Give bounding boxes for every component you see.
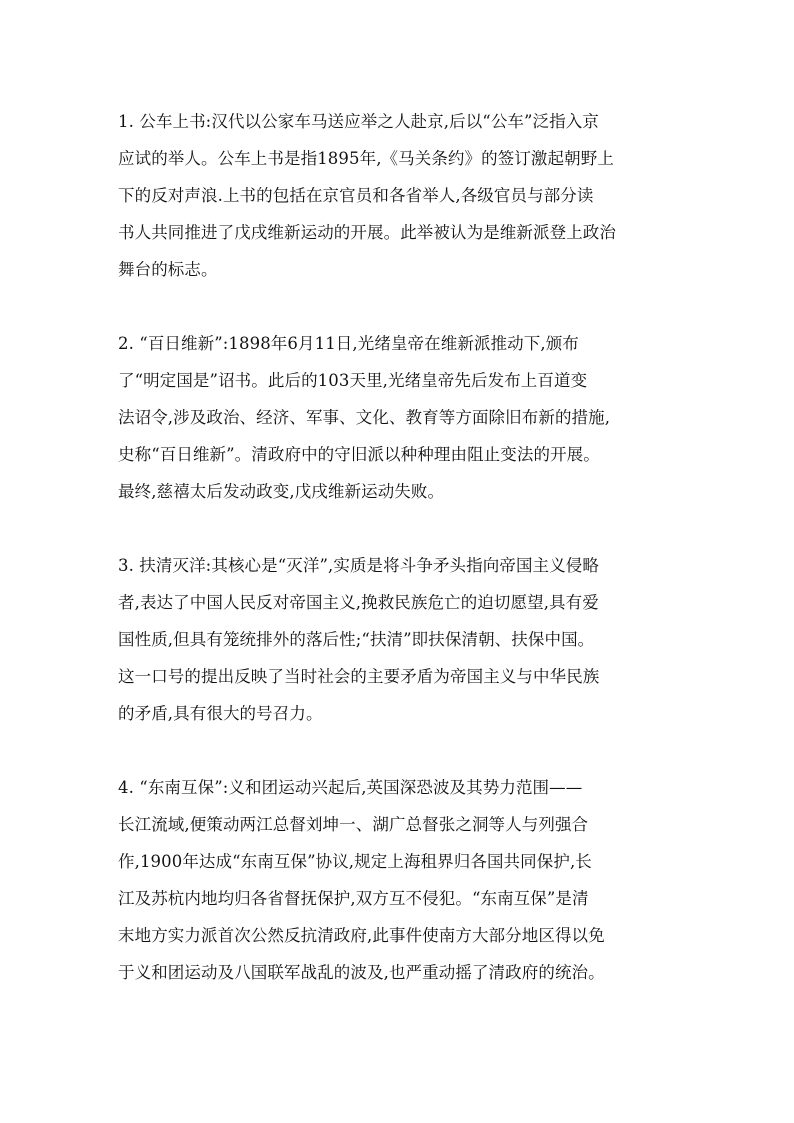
section-4-line-6: 于义和团运动及八国联军战乱的波及,也严重动摇了清政府的统治。 xyxy=(118,963,605,982)
section-2-line-4: 史称“百日维新”。清政府中的守旧派以种种理由阻止变法的开展。 xyxy=(118,445,600,464)
section-1-line-3: 下的反对声浪.上书的包括在京官员和各省举人,各级官员与部分读 xyxy=(118,186,594,205)
section-4-line-2: 长江流域,便策动两江总督刘坤一、湖广总督张之洞等人与列强合 xyxy=(118,815,589,834)
section-2-line-5: 最终,慈禧太后发动政变,戊戌维新运动失败。 xyxy=(118,482,445,501)
section-3-line-3: 国性质,但具有笼统排外的落后性;“扶清”即扶保清朝、扶保中国。 xyxy=(118,630,595,649)
section-4-line-1: 4. “东南互保”:义和团运动兴起后,英国深恐波及其势力范围—— xyxy=(118,778,583,797)
section-1-line-1: 1. 公车上书:汉代以公家车马送应举之人赴京,后以“公车”泛指入京 xyxy=(118,112,599,131)
section-1-line-5: 舞台的标志。 xyxy=(118,260,218,279)
section-3-line-2: 者,表达了中国人民反对帝国主义,挽救民族危亡的迫切愿望,具有爱 xyxy=(118,593,599,612)
section-1-line-4: 书人共同推进了戊戌维新运动的开展。此举被认为是维新派登上政治 xyxy=(118,223,616,242)
section-2-line-2: 了“明定国是”诏书。此后的103天里,光绪皇帝先后发布上百道变 xyxy=(118,371,588,390)
section-2-line-3: 法诏令,涉及政治、经济、军事、文化、教育等方面除旧布新的措施, xyxy=(118,408,611,427)
section-3-line-1: 3. 扶清灭洋:其核心是“灭洋”,实质是将斗争矛头指向帝国主义侵略 xyxy=(118,556,599,575)
section-4-line-3: 作,1900年达成“东南互保”协议,规定上海租界归各国共同保护,长 xyxy=(118,852,592,871)
section-2-line-1: 2. “百日维新”:1898年6月11日,光绪皇帝在维新派推动下,颁布 xyxy=(118,334,579,353)
section-4-line-5: 末地方实力派首次公然反抗清政府,此事件使南方大部分地区得以免 xyxy=(118,926,605,945)
section-3-line-5: 的矛盾,具有很大的号召力。 xyxy=(118,704,323,723)
section-4-line-4: 江及苏杭内地均归各省督抚保护,双方互不侵犯。“东南互保”是清 xyxy=(118,889,589,908)
section-3-line-4: 这一口号的提出反映了当时社会的主要矛盾为帝国主义与中华民族 xyxy=(118,667,600,686)
section-1-line-2: 应试的举人。公车上书是指1895年,《马关条约》的签订激起朝野上 xyxy=(118,149,614,168)
